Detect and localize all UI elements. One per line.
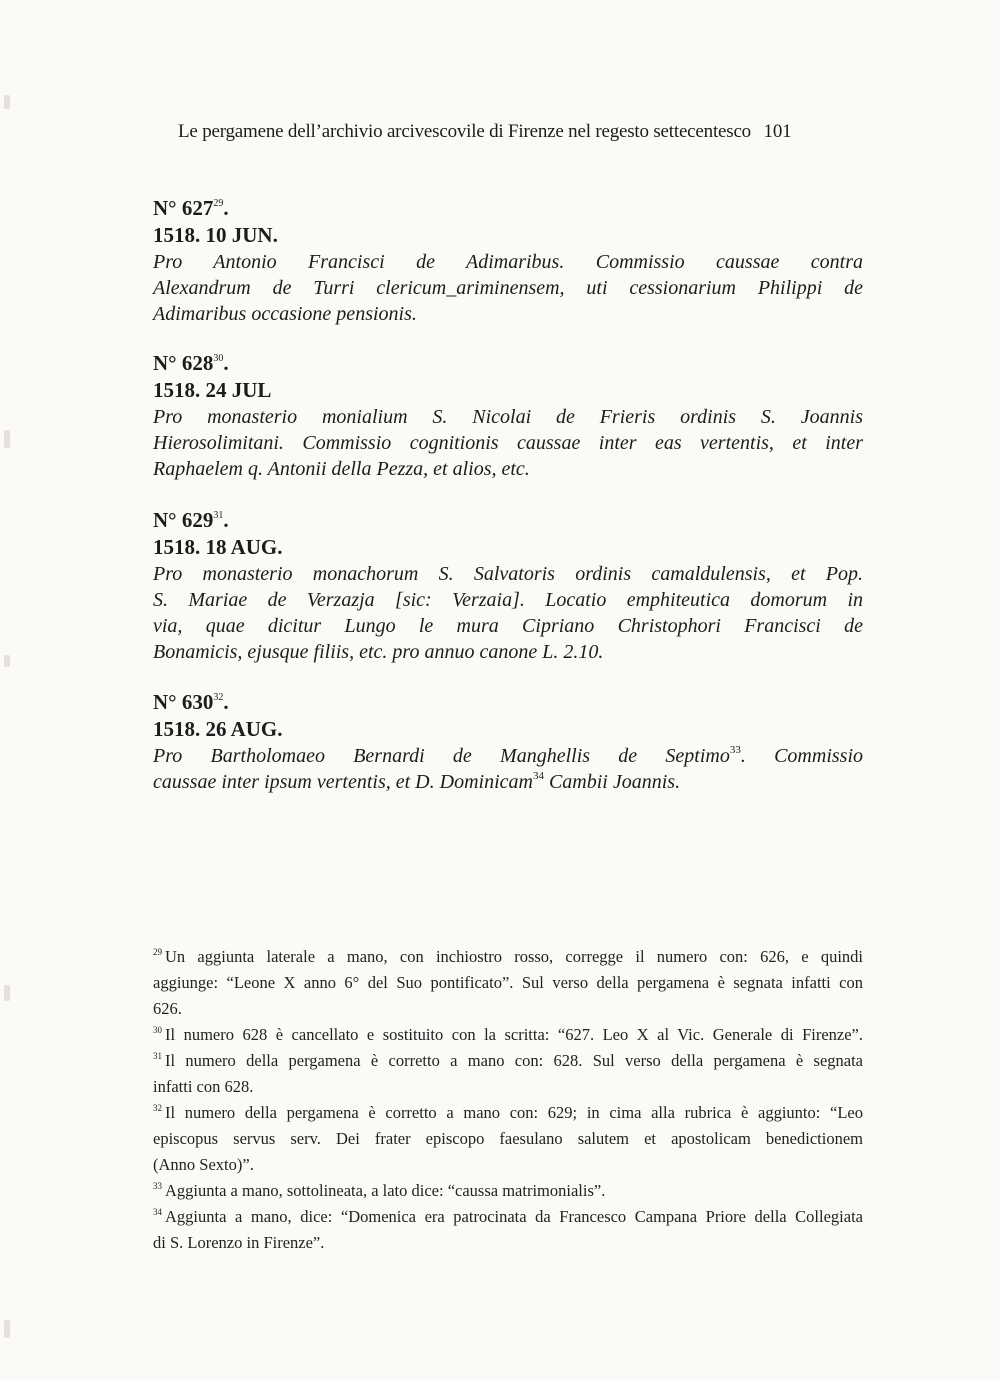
footnote-text: Aggiunta a mano, sottolineata, a lato dice: “caussa matrimonialis”. [165,1181,606,1200]
footnote-text: Un aggiunta laterale a mano, con inchiostro rosso, corregge il numero con: 626, e quindi [165,947,863,966]
running-header [178,121,868,143]
footnote-line: 626. [153,999,182,1018]
entry-number: N° $627^{29}$. [153,196,229,220]
entry-line: Pro monasterio monialium S. Nicolai de Frieris ordinis S. Joannis [153,406,863,428]
entry-line: S. Mariae de Verzazja [sic: Verzaia]. Locatio emphiteutica domorum in [153,589,863,611]
footnote-ref: 30 [213,353,224,364]
scan-edge-mark [4,985,10,1001]
entry-line: Bonamicis, ejusque filiis, etc. pro annuo canone L. 2.10. [153,641,604,663]
footnote [153,1022,863,1048]
entry-date: 1518. 18 AUG. [153,535,283,559]
footnote-text: Il numero della pergamena è corretto a mano con: 629; in cima alla rubrica è aggiunto: “Leo [165,1103,863,1122]
regesto-entry [153,349,863,482]
footnote-text: Il numero della pergamena è corretto a mano con: 628. Sul verso della pergamena è segnata [165,1051,863,1070]
entry-line: Adimaribus occasione pensionis. [153,303,417,325]
entry-number-text: N° 630 [153,690,214,714]
entry-body [153,404,863,482]
footnote-line [153,1100,863,1126]
footnote-line: episcopus servus serv. Dei frater episcopo faesulano salutem et apostolicam benedictionem [153,1129,863,1148]
entry-line: Pro Antonio Francisci de Adimaribus. Commissio caussae contra [153,251,863,273]
entry-line: Alexandrum de Turri clericum_ariminensem, uti cessionarium Philippi de [153,277,863,299]
scan-edge-mark [4,95,10,109]
footnote-ref: 29 [213,198,224,209]
footnote-marker: 31 [153,1051,162,1061]
footnote-ref: 31 [213,510,224,521]
footnote [153,944,863,1022]
scan-edge-mark [4,1320,10,1338]
entry-line: via, quae dicitur Lungo le mura Cipriano Christophori Francisci de [153,615,863,637]
footnote-text: Il numero 628 è cancellato e sostituito con la scritta: “627. Leo X al Vic. Generale di Firenze”. [165,1025,863,1044]
footnote-marker: 33 [153,1181,162,1191]
entry-text: . Commissio [740,745,863,767]
footnote [153,1178,863,1204]
footnote [153,1100,863,1178]
footnote-line: aggiunge: “Leone X anno 6° del Suo pontificato”. Sul verso della pergamena è segnata infatti con [153,973,863,992]
footnote-marker: 32 [153,1103,162,1113]
footnote-line [153,944,863,970]
entry-body [153,743,863,795]
footnote-line [153,1022,863,1048]
footnote-ref: 32 [213,692,224,703]
entry-number: N° $629^{31}$. [153,508,229,532]
footnote-ref: 33 [729,744,741,756]
entry-number-text: N° 627 [153,196,214,220]
footnotes [153,944,863,1256]
footnote-text: Aggiunta a mano, dice: “Domenica era patrocinata da Francesco Campana Priore della Collegiata [165,1207,863,1226]
footnote-marker: 29 [153,947,162,957]
entry-line [153,743,863,769]
entry-body [153,561,863,665]
entry-body [153,249,863,327]
entry-text: caussae inter ipsum vertentis, et D. Dominicam [153,771,533,793]
scan-edge-mark [4,430,10,448]
entry-number-text: N° 628 [153,351,214,375]
entry-number: N° $630^{32}$. [153,690,229,714]
entry-date: 1518. 26 AUG. [153,717,283,741]
footnote-marker: 30 [153,1025,162,1035]
page-number: 101 [763,121,792,142]
entry-line: Hierosolimitani. Commissio cognitionis caussae inter eas vertentis, et inter [153,432,863,454]
footnote-line [153,1178,863,1204]
footnote-line [153,1048,863,1074]
footnote-line: di S. Lorenzo in Firenze”. [153,1233,325,1252]
entry-number: N° $628^{30}$. [153,351,229,375]
entry-line [153,769,863,795]
footnote-line [153,1204,863,1230]
scan-edge-mark [4,655,10,667]
footnote-line: infatti con 628. [153,1077,254,1096]
footnote-line: (Anno Sexto)”. [153,1155,254,1174]
footnote-ref: 34 [532,770,544,782]
footnote [153,1204,863,1256]
footnote-marker: 34 [153,1207,162,1217]
entry-date: 1518. 24 JUL [153,378,272,402]
entry-number-text: N° 629 [153,508,214,532]
regesto-entry [153,688,863,795]
footnote [153,1048,863,1100]
regesto-entry [153,194,863,327]
entry-text: Pro Bartholomaeo Bernardi de Manghellis de Septimo [153,745,730,767]
entry-line: Pro monasterio monachorum S. Salvatoris ordinis camaldulensis, et Pop. [153,563,863,585]
entry-line: Raphaelem q. Antonii della Pezza, et alios, etc. [153,458,530,480]
entry-text: Cambii Joannis. [543,771,681,793]
regesto-entry [153,506,863,665]
running-title: Le pergamene dell’archivio arcivescovile di Firenze nel regesto settecentesco [178,121,751,142]
entry-date: 1518. 10 JUN. [153,223,278,247]
